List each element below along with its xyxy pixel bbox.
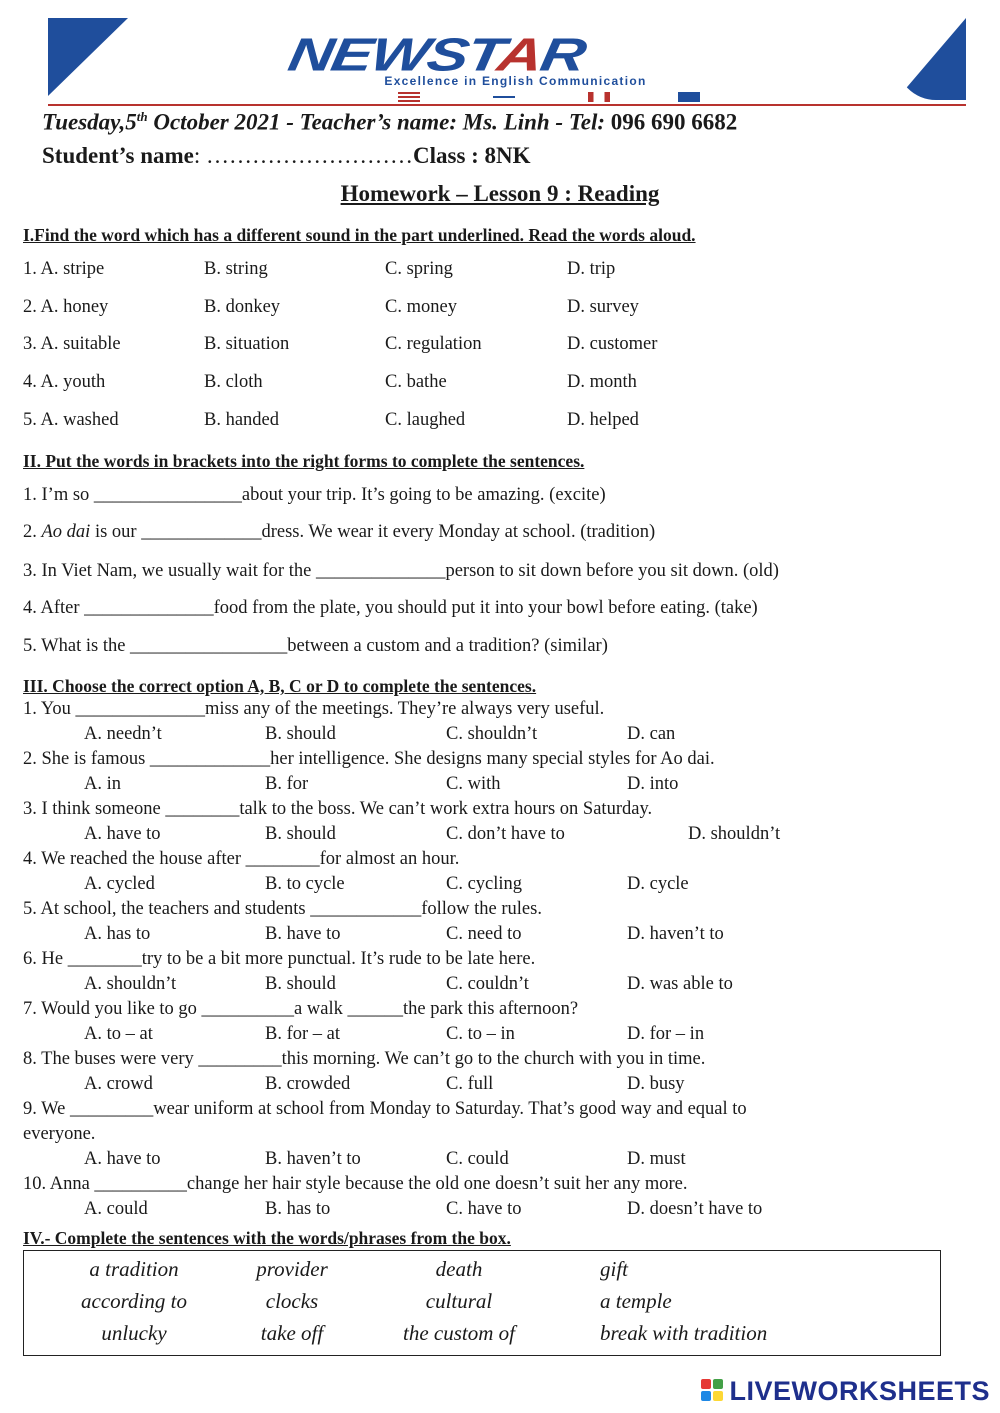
banner-right-shape [896,18,966,100]
option-d: D. trip [567,259,616,279]
flag-canada-icon [588,92,610,102]
option-b: B. haven’t to [265,1149,361,1169]
option-c: C. with [446,774,501,794]
sentence-italic: Ao dai [41,522,91,542]
option-c: C. don’t have to [446,824,565,844]
sentence-item [23,522,655,543]
option-c: C. cycling [446,874,523,894]
option-a: A. shouldn’t [84,974,177,994]
option-b: B. have to [265,924,341,944]
box-word: death [435,1257,483,1281]
sentence-item [23,598,758,619]
option-c: C. could [446,1149,509,1169]
option-a: 2. A. honey [23,297,109,317]
student-class-line: Student’s name: ………………………Class : 8NK [42,143,531,168]
option-a: 4. A. youth [23,372,106,392]
option-c: C. shouldn’t [446,724,538,744]
option-d: D. for – in [627,1024,705,1044]
option-a: A. in [84,774,121,794]
box-word: take off [260,1321,324,1345]
option-c: C. money [385,297,457,317]
newstar-logo: NEWSTAR [284,29,589,81]
option-b: B. has to [265,1199,331,1219]
question-text: 2. She is famous _____________her intelligence. She designs many special styles for Ao dai. [23,749,715,769]
option-c: C. need to [446,924,522,944]
option-a: A. have to [84,1149,161,1169]
question-text-cont: everyone. [23,1124,96,1144]
option-a: 1. A. stripe [23,259,105,279]
option-b: B. should [265,724,336,744]
option-a: 5. A. washed [23,410,119,430]
question-text: 6. He ________try to be a bit more punctual. It’s rude to be late here. [23,949,536,969]
option-b: B. handed [204,410,280,430]
option-c: C. bathe [385,372,447,392]
option-b: B. should [265,974,336,994]
logo-tagline: Excellence in English Communication [384,74,647,88]
sentence-end: between a custom and a tradition? (similar) [287,636,608,656]
sentence-end: food from the plate, you should put it into your bowl before eating. (take) [213,598,758,618]
sentence-end: about your trip. It’s going to be amazing. (excite) [241,485,606,505]
option-d: D. helped [567,410,639,430]
option-b: B. crowded [265,1074,351,1094]
option-a: A. cycled [84,874,155,894]
box-word: a tradition [89,1257,179,1281]
sentence-end: person to sit down before you sit down. (old) [445,561,779,581]
word-box [23,1250,941,1356]
option-d: D. busy [627,1074,685,1094]
sentence-start: 5. What is the _________________ [23,636,288,656]
option-d: D. shouldn’t [688,824,781,844]
option-c: C. to – in [446,1024,515,1044]
question-text: 8. The buses were very _________this morning. We can’t go to the church with you in time. [23,1049,706,1069]
flag-australia-icon [678,92,700,102]
header-banner [48,18,966,106]
option-a: A. has to [84,924,151,944]
option-d: D. month [567,372,637,392]
box-word: clocks [265,1289,319,1313]
option-c: C. regulation [385,334,482,354]
option-a: A. to – at [84,1024,153,1044]
option-b: B. for [265,774,309,794]
option-a: A. have to [84,824,161,844]
section-3-heading: III. Choose the correct option A, B, C or D to complete the sentences. [23,676,537,696]
banner-left-shape [48,18,128,96]
option-c: C. spring [385,259,453,279]
sentence-item [23,561,779,582]
question-text: 3. I think someone ________talk to the boss. We can’t work extra hours on Saturday. [23,799,653,819]
box-word: gift [600,1257,629,1281]
option-b: B. for – at [265,1024,341,1044]
footer-brand: LIVEWORKSHEETS [701,1376,990,1407]
sentence-start: 4. After ______________ [23,598,214,618]
box-word: according to [81,1289,187,1313]
section-1-heading: I.Find the word which has a different sound in the part underlined. Read the words aloud. [23,225,696,245]
option-d: D. cycle [627,874,689,894]
option-c: C. laughed [385,410,466,430]
option-d: D. customer [567,334,658,354]
option-b: B. string [204,259,268,279]
option-d: D. survey [567,297,639,317]
sentence-start: 2. [23,522,42,542]
option-d: D. can [627,724,676,744]
option-a: 3. A. suitable [23,334,121,354]
option-d: D. must [627,1149,686,1169]
option-d: D. haven’t to [627,924,724,944]
option-b: B. cloth [204,372,263,392]
flag-us-icon [398,92,420,102]
sentence-mid: is our _____________ [90,522,262,542]
question-text: 7. Would you like to go __________a walk ______the park this afternoon? [23,999,579,1019]
option-b: B. should [265,824,336,844]
question-text: 10. Anna __________change her hair style because the old one doesn’t suit her any more. [23,1174,688,1194]
option-d: D. was able to [627,974,733,994]
flag-uk-icon [493,92,515,102]
sentence-start: 3. In Viet Nam, we usually wait for the ______________ [23,561,446,581]
option-d: D. doesn’t have to [627,1199,763,1219]
option-d: D. into [627,774,679,794]
sentence-end: dress. We wear it every Monday at school. (tradition) [261,522,656,542]
option-c: C. couldn’t [446,974,529,994]
option-a: A. could [84,1199,148,1219]
sentence-item [23,636,608,657]
date-teacher-line: Tuesday,5th October 2021 - Teacher’s name: Ms. Linh - Tel: 096 690 6682 [42,109,738,135]
box-word: provider [256,1257,328,1281]
banner-divider [48,104,966,106]
option-a: A. needn’t [84,724,162,744]
box-word: unlucky [101,1321,167,1345]
liveworksheets-icon [701,1379,725,1403]
option-c: C. full [446,1074,494,1094]
question-text: 4. We reached the house after ________for almost an hour. [23,849,460,869]
box-word: break with tradition [600,1321,768,1345]
sentence-start: 1. I’m so ________________ [23,485,242,505]
section-4-heading: IV.- Complete the sentences with the words/phrases from the box. [23,1228,511,1248]
box-word: cultural [425,1289,493,1313]
box-word: a temple [600,1289,672,1313]
sentence-item [23,485,606,506]
question-text: 9. We _________wear uniform at school from Monday to Saturday. That’s good way and equal to [23,1099,747,1119]
box-word: the custom of [403,1321,515,1345]
question-text: 1. You ______________miss any of the meetings. They’re always very useful. [23,699,605,719]
option-b: B. to cycle [265,874,345,894]
question-text: 5. At school, the teachers and students ____________follow the rules. [23,899,542,919]
option-c: C. have to [446,1199,522,1219]
page-title: Homework – Lesson 9 : Reading [340,181,660,206]
option-a: A. crowd [84,1074,153,1094]
option-b: B. situation [204,334,290,354]
option-b: B. donkey [204,297,281,317]
section-2-heading: II. Put the words in brackets into the right forms to complete the sentences. [23,451,585,471]
